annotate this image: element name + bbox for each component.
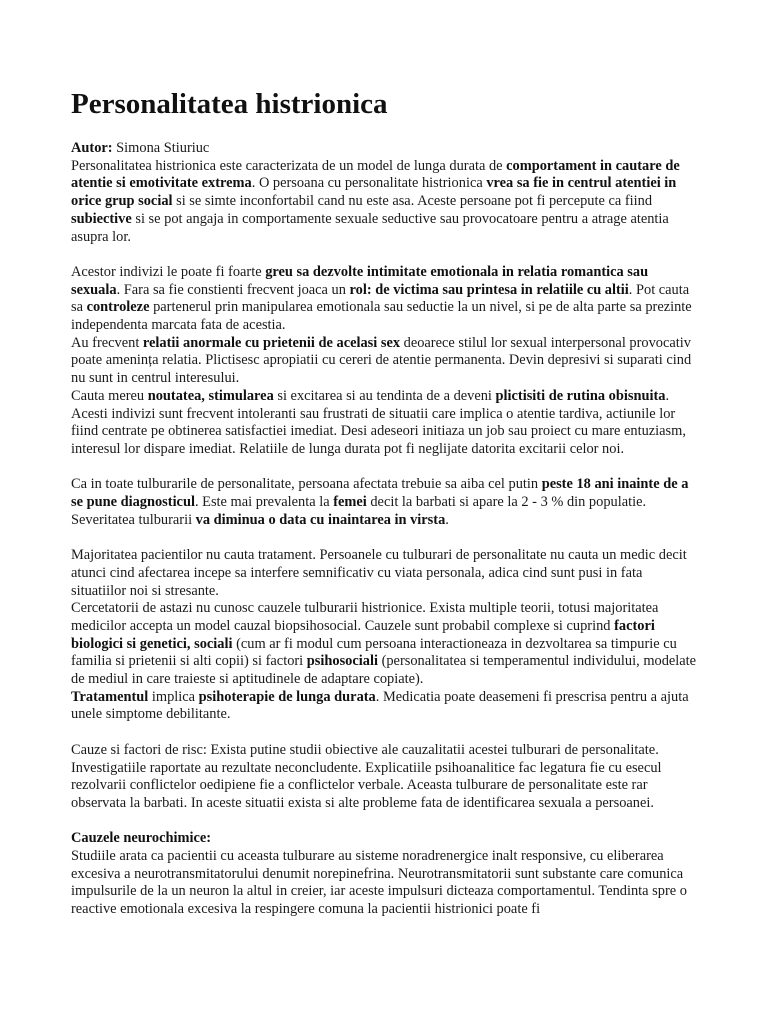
paragraph	[71, 848, 698, 919]
bold-text: Tratamentul	[71, 688, 149, 705]
text-run: Au frecvent	[71, 334, 143, 351]
bold-text: noutatea, stimularea	[147, 387, 274, 404]
text-run: si excitarea si au tendinta de a deveni	[273, 387, 496, 404]
bold-text: psihoterapie de lunga durata	[198, 688, 376, 705]
document-body	[71, 158, 698, 919]
paragraph	[71, 742, 698, 813]
text-run: Majoritatea pacientilor nu cauta tratament. Persoanele cu tulburari de personalitate nu cauta un medic decit atunci cind afectarea incepe sa interfere semnificativ cu viata personala, adica cind sunt pusi in fata situatiilor noi si stresante.	[71, 547, 687, 599]
text-run: Cauze si factori de risc: Exista putine studii obiective ale cauzalitatii acestei tulburari de personalitate. Investigatiile raportate au rezultate neconcludente. Explicatiile psihoanalitice fac legatura fie cu esecul rezolvarii conflictelor oedipiene fie a conflictelor verbale. Aceasta tulburare de personalitate este rar observata la barbati. In aceste situatii exista si alte probleme fata de identificarea sexuala a persoanei.	[71, 741, 662, 811]
text-run: Cauta mereu	[71, 387, 148, 404]
bold-text: Cauzele neurochimice:	[71, 830, 212, 847]
author-name: Simona Stiuriuc	[112, 140, 210, 156]
text-run: deoarece stilul lor sexual interpersonal provocativ poate amenința relatia. Plictisesc apropiatii cu cereri de atentie permanenta. Devin depresivi si suparati cind nu sunt in centrul interesului.	[71, 334, 692, 387]
author-label: Autor:	[71, 140, 113, 156]
bold-text: psihosociali	[306, 653, 378, 670]
author-line	[71, 140, 698, 158]
text-run: decit la barbati si apare la 2 - 3 % din populatie. Severitatea tulburarii	[71, 494, 647, 528]
text-run: implica	[148, 688, 199, 705]
paragraph	[71, 388, 698, 459]
text-run: Acestor indivizi le poate fi foarte	[71, 263, 266, 280]
text-run: . Este mai prevalenta la	[194, 494, 334, 511]
document-title: Personalitatea histrionica	[71, 88, 388, 120]
bold-text: rol: de victima sau printesa in relatiile cu altii	[349, 281, 629, 298]
text-run: . Acesti indivizi sunt frecvent intoleranti sau frustrati de situatii care implica o atentie tardiva, actiunile lor fiind centrate pe obtinerea satisfactiei imediat. Desi adeseori initiaza un job sau proiect cu mare entuziasm, interesul lor dispare imediat. Relatiile de lunga durata pot fi neglijate datorita excitarii celor noi.	[71, 387, 686, 457]
paragraph	[71, 158, 698, 247]
bold-text: femei	[333, 494, 367, 511]
text-run: si se simte inconfortabil cand nu este asa. Aceste persoane pot fi percepute ca fiind	[172, 193, 653, 210]
bold-text: vrea sa fie in centrul atentiei in orice grup social	[71, 175, 677, 210]
document-page	[71, 86, 698, 919]
text-run: . Medicatia poate deasemeni fi prescrisa pentru a ajuta unele simptome debilitante.	[71, 688, 689, 723]
bold-text: greu sa dezvolte intimitate emotionala in relatia romantica sau sexuala	[71, 263, 649, 298]
text-run: (personalitatea si temperamentul individului, modelate de mediul in care traieste si aptitudinele de adaptare copiate).	[71, 653, 697, 688]
text-run: . O persoana cu personalitate histrionica	[251, 175, 487, 192]
text-run: . Fara sa fie constienti frecvent joaca un	[116, 281, 350, 298]
bold-text: peste 18 ani inainte de a se pune diagnosticul	[71, 476, 689, 511]
bold-text: controleze	[86, 299, 150, 316]
text-run: (cum ar fi modul cum persoana interactioneaza in dezvoltarea sa timpurie cu familia si prietenii si alti copii) si factori	[71, 635, 677, 670]
bold-text: comportament in cautare de atentie si emotivitate extrema	[71, 157, 680, 192]
paragraph	[71, 830, 698, 848]
bold-text: factori biologici si genetici, sociali	[71, 617, 655, 652]
text-run: . Pot cauta sa	[71, 281, 690, 316]
paragraph	[71, 600, 698, 689]
text-run: Cercetatorii de astazi nu cunosc cauzele tulburarii histrionice. Exista multiple teorii, totusi majoritatea medicilor accepta un model cauzal biopsihosocial. Cauzele sunt probabil complexe si cuprind	[71, 600, 659, 634]
text-run: .	[445, 511, 449, 528]
paragraph	[71, 689, 698, 724]
bold-text: plictisiti de rutina obisnuita	[495, 387, 666, 404]
bold-text: subiective	[71, 210, 132, 227]
text-run: si se pot angaja in comportamente sexuale seductive sau provocatoare pentru a atrage atentia asupra lor.	[71, 210, 669, 245]
paragraph	[71, 547, 698, 600]
bold-text: va diminua o data cu inaintarea in virsta	[195, 511, 446, 528]
text-run: Personalitatea histrionica este caracterizata de un model de lunga durata de	[71, 157, 507, 174]
text-run: partenerul prin manipularea emotionala sau seductie la un nivel, si pe de alta parte sa prezinte independenta marcata fata de acestia.	[71, 299, 692, 334]
text-run: Studiile arata ca pacientii cu aceasta tulburare au sisteme noradrenergice inalt responsive, cu eliberarea excesiva a neurotransmitatorului denumit norepinefrina. Neurotransmitatorii sunt substante care comunica impulsurile de la un neuron la altul in creier, iar aceste impulsuri dicteaza comportamentul. Tendinta spre o reactive emotionala excesiva la respingere comuna la pacientii histrionici poate fi	[71, 848, 687, 918]
paragraph	[71, 476, 698, 529]
text-run: Ca in toate tulburarile de personalitate, persoana afectata trebuie sa aiba cel putin	[71, 476, 542, 493]
paragraph	[71, 335, 698, 388]
bold-text: relatii anormale cu prietenii de acelasi sex	[142, 334, 401, 351]
paragraph	[71, 264, 698, 335]
